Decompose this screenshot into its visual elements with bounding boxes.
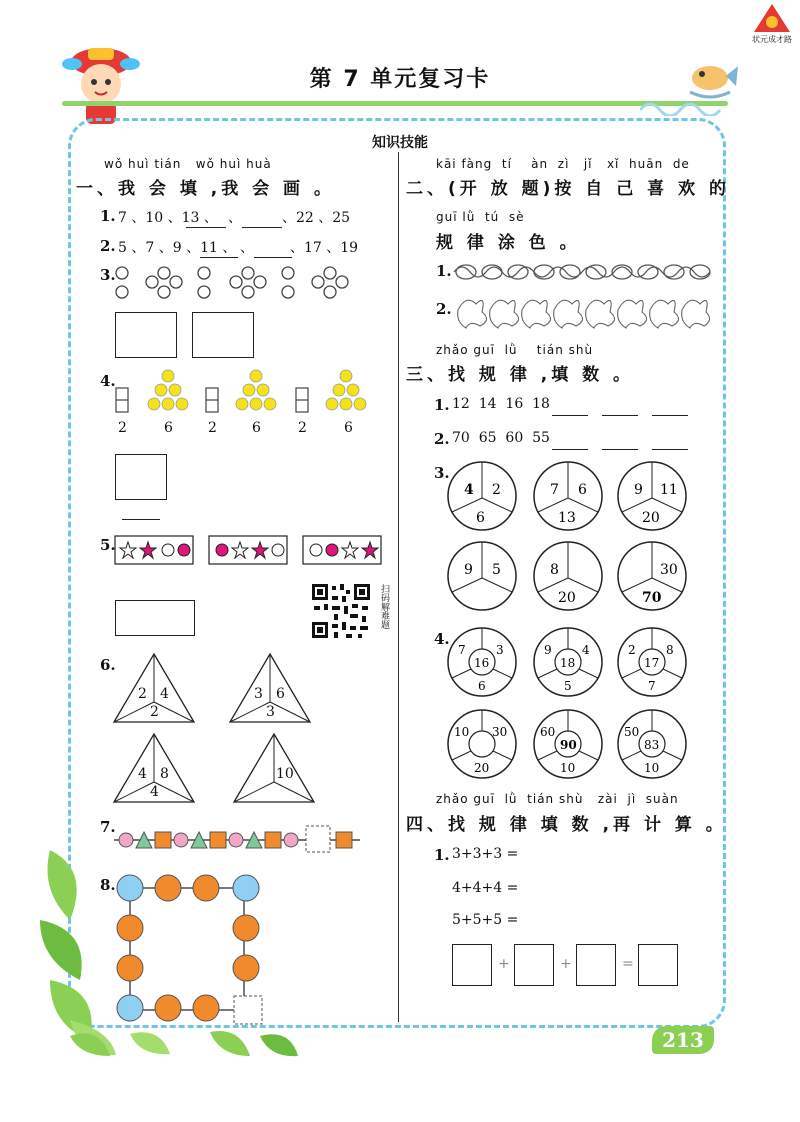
s1-q4-answer-blank[interactable] [122, 518, 160, 520]
s3-q4-r5-bottom: 10 [560, 761, 576, 775]
s3-q4-r1-left: 7 [458, 643, 466, 657]
page-number: 213 [652, 1026, 714, 1054]
s4-q1-line-1: 3+3+3 = [452, 846, 519, 862]
s1-pinyin: wǒ huì tián wǒ huì huà [104, 157, 272, 171]
s3-q4-ring-3 [616, 626, 688, 698]
s2-q2-figure-pattern [452, 290, 716, 332]
publisher-logo-caption: 状元成才路 [752, 35, 792, 44]
s4-q1-line-2: 4+4+4 = [452, 880, 519, 896]
s3-q4-r5-left: 60 [540, 725, 556, 739]
s1-q4-label-5: 2 [298, 420, 307, 436]
s1-q4-label-4: 6 [252, 420, 261, 436]
s3-q1-blank-2[interactable] [602, 414, 638, 416]
wave-decoration-icon [640, 96, 730, 116]
qr-code-icon[interactable] [310, 582, 372, 640]
s3-q4-r2-left: 9 [544, 643, 552, 657]
s1-q1-blank-1[interactable] [186, 226, 226, 228]
s3-heading: 三、找 规 律 ,填 数 。 [406, 365, 635, 385]
s3-q3-c2-bottom: 13 [558, 510, 576, 526]
s3-q4-r6-bottom: 10 [644, 761, 660, 775]
s3-q4-r1-right: 3 [496, 643, 504, 657]
s4-heading: 四、找 规 律 填 数 ,再 计 算 。 [406, 815, 727, 835]
s2-q2-number: 2. [436, 300, 452, 318]
s3-q2-blank-3[interactable] [652, 448, 688, 450]
s4-plus-sign-1: + [498, 956, 510, 972]
s3-pinyin: zhǎo guī lǜ tián shù [436, 343, 594, 357]
s3-q3-circle-5 [532, 540, 604, 612]
s3-q4-ring-4 [446, 708, 518, 780]
s4-equals-sign: = [622, 956, 634, 972]
s1-q2-sep: 、 [240, 240, 254, 256]
s3-q4-r1-bottom: 6 [478, 679, 486, 693]
s1-q3-answer-box-2[interactable] [192, 312, 254, 358]
s2-pinyin: kāi fàng tí àn zì jǐ xǐ huān de [436, 157, 690, 171]
s1-q6-t3-bottom: 4 [150, 784, 159, 800]
s3-q3-c4-left: 9 [464, 562, 473, 578]
s1-q7-number: 7. [100, 818, 116, 836]
s4-q1-line-3: 5+5+5 = [452, 912, 519, 928]
s1-q8-bead-square [112, 872, 272, 1032]
publisher-logo-icon [752, 2, 792, 34]
s3-q3-c1-bottom: 6 [476, 510, 485, 526]
s3-q1-number: 1. [434, 396, 450, 414]
s1-q2-tail: 、17 、19 [290, 240, 359, 256]
s2-q1-chain-pattern [452, 260, 716, 284]
s3-q3-c3-bottom: 20 [642, 510, 660, 526]
s1-q6-t1-right: 4 [160, 686, 169, 702]
s3-q3-c2-left: 7 [550, 482, 559, 498]
s1-q6-t3-right: 8 [160, 766, 169, 782]
s1-q6-t2-right: 6 [276, 686, 285, 702]
s1-q1-number: 1. [100, 207, 116, 225]
qr-caption: 扫码解难题 [379, 584, 389, 629]
s3-q4-r3-center: 17 [644, 656, 660, 670]
bottom-leaves-icon [70, 1026, 300, 1066]
s3-q3-c6-bottom: 70 [642, 590, 662, 606]
s1-q8-number: 8. [100, 876, 116, 894]
s3-q3-number: 3. [434, 464, 450, 482]
s1-q4-label-6: 6 [344, 420, 353, 436]
s1-q2-blank-1[interactable] [200, 256, 238, 258]
s3-q4-r2-bottom: 5 [564, 679, 572, 693]
s1-q4-label-3: 2 [208, 420, 217, 436]
s1-q6-t4-right: 10 [276, 766, 294, 782]
s3-q2-blank-2[interactable] [602, 448, 638, 450]
s3-q3-circle-3 [616, 460, 688, 532]
s3-q3-circle-2 [532, 460, 604, 532]
s1-q6-number: 6. [100, 656, 116, 674]
s1-q6-triangle-4 [232, 732, 316, 804]
s4-answer-box-3[interactable] [576, 944, 616, 986]
s4-answer-box-1[interactable] [452, 944, 492, 986]
s4-plus-sign-2: + [560, 956, 572, 972]
page-title: 第 7 单元复习卡 [309, 67, 491, 92]
s3-q1-blank-1[interactable] [552, 414, 588, 416]
s2-q1-number: 1. [436, 262, 452, 280]
header-underline [62, 101, 728, 106]
section-subtitle: 知识技能 [372, 135, 428, 151]
s4-q1-number: 1. [434, 846, 450, 864]
s3-q4-r3-bottom: 7 [648, 679, 656, 693]
s3-q4-r6-left: 50 [624, 725, 640, 739]
s3-q4-r4-right: 30 [492, 725, 508, 739]
s1-q5-number: 5. [100, 536, 116, 554]
s3-q4-ring-6 [616, 708, 688, 780]
s4-answer-box-4[interactable] [638, 944, 678, 986]
s3-q3-c5-bottom: 20 [558, 590, 576, 606]
s4-pinyin: zhǎo guī lǜ tián shù zài jì suàn [436, 792, 679, 806]
s1-q5-answer-box[interactable] [115, 600, 195, 636]
s3-q4-number: 4. [434, 630, 450, 648]
s3-q4-ring-5 [532, 708, 604, 780]
s2-heading: 二、(开 放 题)按 自 己 喜 欢 的 [406, 179, 730, 199]
s1-q4-label-1: 2 [118, 420, 127, 436]
s2-pinyin-2: guī lǜ tú sè [436, 210, 525, 224]
s3-q4-r2-right: 4 [582, 643, 590, 657]
s1-q2-text: 5 、7 、9 、11 、 [118, 240, 237, 256]
s1-q3-answer-box-1[interactable] [115, 312, 177, 358]
s1-q4-answer-box[interactable] [115, 454, 167, 500]
s3-q4-r3-left: 2 [628, 643, 636, 657]
s1-q1-tail: 、22 、25 [282, 210, 351, 226]
s3-q1-text: 12 14 16 18 [452, 396, 550, 412]
s3-q4-r6-center: 83 [644, 738, 660, 752]
s3-q4-r5-center: 90 [560, 738, 577, 752]
s1-q6-t2-bottom: 3 [266, 704, 275, 720]
s1-q2-number: 2. [100, 237, 116, 255]
s3-q3-circle-6 [616, 540, 688, 612]
s3-q4-ring-2 [532, 626, 604, 698]
s3-q4-r1-center: 16 [474, 656, 490, 670]
s3-q3-c1-left: 4 [464, 482, 474, 498]
s3-q4-r4-bottom: 20 [474, 761, 490, 775]
s1-q6-t1-left: 2 [138, 686, 147, 702]
s3-q1-blank-3[interactable] [652, 414, 688, 416]
s4-answer-box-2[interactable] [514, 944, 554, 986]
s3-q2-number: 2. [434, 430, 450, 448]
s3-q2-blank-1[interactable] [552, 448, 588, 450]
s3-q4-r4-left: 10 [454, 725, 470, 739]
s3-q3-circle-4 [446, 540, 518, 612]
s1-q4-number: 4. [100, 372, 116, 390]
s1-q7-bead-string [112, 822, 362, 856]
s1-q1-blank-2[interactable] [242, 226, 282, 228]
s3-q3-c3-right: 11 [660, 482, 678, 498]
s3-q3-circle-1 [446, 460, 518, 532]
s1-q6-t2-left: 3 [254, 686, 263, 702]
s3-q4-r3-right: 8 [666, 643, 674, 657]
s3-q3-c6-right: 30 [660, 562, 678, 578]
s1-q6-t3-left: 4 [138, 766, 147, 782]
s1-q4-label-2: 6 [164, 420, 173, 436]
s2-heading-2: 规 律 涂 色 。 [436, 233, 581, 253]
s3-q3-c3-left: 9 [634, 482, 643, 498]
s1-q1-text: 7 、10 、13 、 [118, 210, 218, 226]
s3-q2-text: 70 65 60 55 [452, 430, 550, 446]
s3-q3-c4-right: 5 [492, 562, 501, 578]
s3-q4-r2-center: 18 [560, 656, 576, 670]
s1-q4-dot-patterns [110, 366, 380, 416]
s1-q1-sep: 、 [228, 210, 242, 226]
s3-q3-c1-right: 2 [492, 482, 501, 498]
s1-q6-t1-bottom: 2 [150, 704, 159, 720]
s3-q3-c2-right: 6 [578, 482, 587, 498]
s1-q3-number: 3. [100, 266, 116, 284]
s3-q4-ring-1 [446, 626, 518, 698]
s1-q2-blank-2[interactable] [254, 256, 292, 258]
s1-heading: 一、我 会 填 ,我 会 画 。 [76, 179, 335, 199]
s3-q3-c5-left: 8 [550, 562, 559, 578]
column-divider [398, 152, 399, 1022]
s1-q3-circle-patterns [112, 264, 352, 302]
s1-q5-star-circle-patterns [112, 534, 392, 568]
